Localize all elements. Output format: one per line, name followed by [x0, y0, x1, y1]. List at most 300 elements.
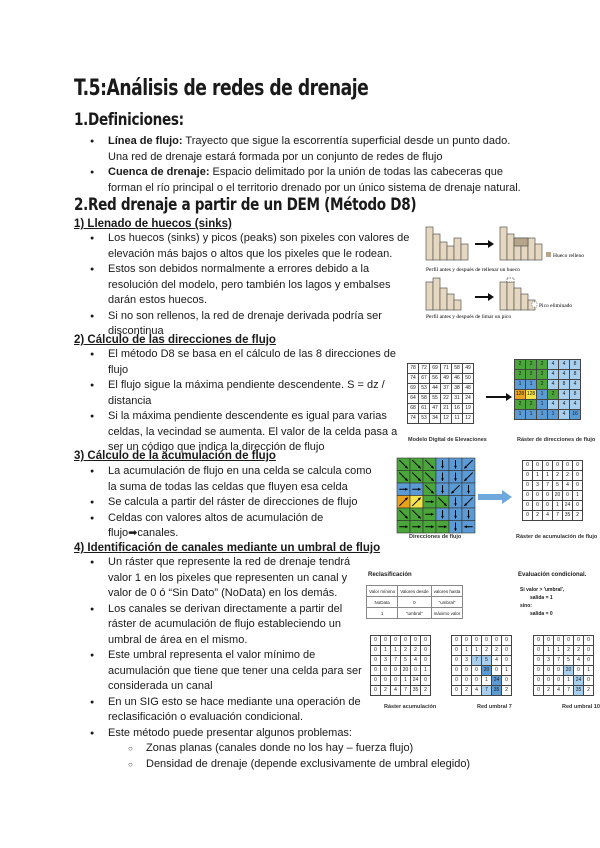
grid-cell: 74 — [408, 414, 419, 424]
grid-cell: 0 — [543, 461, 553, 471]
grid-cell: 37 — [441, 384, 452, 394]
grid-cell: 0 — [391, 636, 401, 646]
sub1-heading: 1) Llenado de huecos (sinks) — [74, 218, 232, 230]
grid-cell: 48 — [463, 384, 474, 394]
grid-cell: 16 — [452, 404, 463, 414]
grid-cell: 0 — [554, 666, 564, 676]
table-cell: Valores desde — [398, 586, 431, 597]
grid-cell: 0 — [482, 636, 492, 646]
list-item: ● Un ráster que represente la red de drenaje tendrá valor 1 en los pixeles que representen un canal y valor de 0 ó “Sin Dato” (NoData) en los demás. — [108, 555, 370, 602]
grid-cell: 68 — [408, 404, 419, 414]
grid-cell: 0 — [371, 636, 381, 646]
profile-after-peak — [500, 278, 535, 310]
table-cell: 1 — [367, 608, 398, 619]
flow-accumulation-grid — [522, 460, 583, 521]
grid-cell: 0 — [563, 461, 573, 471]
caption-flowdir: Direcciones de flujo — [409, 534, 462, 540]
grid-cell: 0 — [573, 481, 583, 491]
grid-cell: 0 — [492, 666, 502, 676]
reclass-table — [366, 585, 463, 619]
sub4-heading: 4) Identificación de canales mediante un umbral de flujo — [74, 542, 381, 554]
grid-cell: 0 — [533, 491, 543, 501]
list-item: ● El flujo sigue la máxima pendiente descendente. S = dz / distancia — [108, 378, 398, 409]
grid-cell: 24 — [463, 394, 474, 404]
grid-cell: 4 — [563, 481, 573, 491]
grid-row — [534, 656, 594, 666]
legend-removed: Pico eliminado — [539, 303, 573, 309]
grid-cell: 7 — [553, 511, 563, 521]
grid-cell: 4 — [411, 656, 421, 666]
grid-row — [408, 374, 474, 384]
grid-cell: 4 — [472, 686, 482, 696]
grid-cell: 2 — [537, 370, 548, 380]
grid-cell: 69 — [430, 364, 441, 374]
grid-cell: 1 — [554, 646, 564, 656]
grid-row — [523, 471, 583, 481]
grid-cell: 0 — [502, 646, 512, 656]
grid-row — [371, 676, 431, 686]
grid-cell: 0 — [584, 676, 594, 686]
grid-cell: 72 — [419, 364, 430, 374]
grid-cell: 1 — [584, 666, 594, 676]
grid-row — [452, 666, 512, 676]
grid-row — [534, 676, 594, 686]
grid-cell: 0 — [523, 511, 533, 521]
table-cell: máximo valor — [431, 608, 463, 619]
grid-cell: 53 — [419, 384, 430, 394]
grid-row — [371, 666, 431, 676]
grid-row — [408, 364, 474, 374]
grid-cell: 2 — [574, 646, 584, 656]
grid-cell: 71 — [441, 364, 452, 374]
grid-cell: 35 — [492, 686, 502, 696]
grid-cell: 7 — [472, 656, 482, 666]
grid-cell: 1 — [401, 676, 411, 686]
grid-cell: 0 — [502, 636, 512, 646]
grid-cell: 1 — [548, 410, 559, 420]
grid-cell: 2 — [502, 686, 512, 696]
grid-cell: 2 — [544, 686, 554, 696]
grid-cell: 58 — [419, 394, 430, 404]
grid-cell: 1 — [526, 380, 537, 390]
grid-cell: 4 — [548, 400, 559, 410]
grid-cell: 2 — [564, 646, 574, 656]
grid-row — [534, 646, 594, 656]
grid-cell: 1 — [533, 471, 543, 481]
grid-cell: 56 — [430, 374, 441, 384]
list-item: ○ Densidad de drenaje (depende exclusivamente de umbral elegido) — [146, 757, 566, 773]
grid-cell: 5 — [401, 656, 411, 666]
grid-cell: 0 — [533, 461, 543, 471]
grid-cell: 3 — [544, 656, 554, 666]
grid-cell: 67 — [419, 374, 430, 384]
grid-row — [523, 511, 583, 521]
grid-cell: 0 — [371, 656, 381, 666]
grid-cell: 0 — [523, 501, 533, 511]
list-item: ● Los canales se derivan directamente a partir del ráster de acumulación de flujo estableciendo un umbral de área en el mismo. — [108, 602, 370, 649]
grid-cell: 7 — [391, 656, 401, 666]
grid-row — [523, 501, 583, 511]
caption-acc: Ráster de acumulación de flujo — [516, 534, 598, 540]
caption-dem: Modelo Digital de Elevaciones — [408, 437, 487, 443]
grid-cell: 0 — [381, 636, 391, 646]
grid-cell: 1 — [573, 491, 583, 501]
grid-cell: 7 — [564, 686, 574, 696]
grid-cell: 2 — [462, 686, 472, 696]
sub2-list — [108, 347, 398, 456]
grid-cell: 2 — [421, 686, 431, 696]
grid-cell: 0 — [554, 676, 564, 686]
table-cell: 0 — [398, 597, 431, 608]
grid-cell: 0 — [421, 646, 431, 656]
flow-arrows-figure — [397, 458, 481, 534]
list-item: ● Si la máxima pendiente descendente es igual para varias celdas, la vecindad se aumenta. El valor de la celda pasa a ser un código que indica la dirección de flujo — [108, 409, 398, 456]
grid-cell: 0 — [371, 686, 381, 696]
grid-cell: 1 — [526, 410, 537, 420]
raster-threshold-7 — [451, 635, 512, 696]
grid-cell: 0 — [533, 501, 543, 511]
grid-cell: 3 — [462, 656, 472, 666]
raster-accumulation — [370, 635, 431, 696]
problems-list — [146, 741, 566, 772]
grid-cell: 4 — [554, 686, 564, 696]
grid-cell: 35 — [563, 511, 573, 521]
grid-row — [371, 656, 431, 666]
grid-cell: 0 — [452, 636, 462, 646]
grid-row — [523, 461, 583, 471]
profile-before-fill — [426, 227, 468, 260]
profile-after-fill — [500, 227, 542, 260]
cond-title: Evaluación condicional. — [518, 572, 587, 578]
grid-row — [408, 394, 474, 404]
grid-cell: 0 — [564, 636, 574, 646]
grid-cell: 20 — [401, 666, 411, 676]
grid-row — [515, 410, 581, 420]
legend-filled: Hueco relleno — [553, 253, 584, 259]
arrow-icon — [475, 240, 494, 248]
grid-cell: 0 — [452, 676, 462, 686]
grid-cell: 47 — [430, 404, 441, 414]
grid-cell: 5 — [482, 656, 492, 666]
grid-cell: 24 — [411, 676, 421, 686]
list-item: ○ Zonas planas (canales donde no los hay – fuerza flujo) — [146, 741, 566, 757]
grid-cell: 0 — [411, 666, 421, 676]
grid-cell: 12 — [463, 414, 474, 424]
list-item: ● Este método puede presentar algunos problemas: — [108, 726, 528, 742]
list-item: ● La acumulación de flujo en una celda se calcula como la suma de todas las celdas que fluyen esa celda — [108, 464, 383, 495]
grid-cell: 2 — [537, 360, 548, 370]
legend-swatch — [532, 302, 537, 307]
grid-cell: 0 — [554, 636, 564, 646]
grid-cell: 35 — [574, 686, 584, 696]
grid-row — [371, 646, 431, 656]
list-item: ● Celdas con valores altos de acumulación de flujo➡canales. — [108, 511, 383, 542]
caption-raster-acc: Ráster acumulación — [384, 704, 437, 710]
grid-cell: 2 — [401, 646, 411, 656]
grid-row — [452, 656, 512, 666]
grid-cell: 0 — [573, 461, 583, 471]
list-item: ● Si no son rellenos, la red de drenaje derivada podría ser discontinua — [108, 309, 413, 340]
grid-cell: 7 — [554, 656, 564, 666]
grid-cell: 0 — [573, 471, 583, 481]
grid-cell: 24 — [563, 501, 573, 511]
grid-cell: 8 — [559, 380, 570, 390]
grid-cell: 1 — [564, 676, 574, 686]
grid-cell: 0 — [534, 676, 544, 686]
grid-cell: 5 — [553, 481, 563, 491]
grid-row — [515, 400, 581, 410]
grid-cell: 8 — [570, 390, 581, 400]
cond-text: Si valor > 'umbral', salida = 1 sino: salida = 0 — [520, 587, 565, 617]
grid-cell: 0 — [534, 636, 544, 646]
sub2-heading: 2) Cálculo de las direcciones de flujo — [74, 334, 276, 346]
grid-cell: 128 — [515, 390, 526, 400]
grid-cell: 0 — [534, 656, 544, 666]
grid-cell: 16 — [570, 410, 581, 420]
grid-cell: 0 — [391, 676, 401, 686]
grid-row — [408, 414, 474, 424]
grid-cell: 0 — [381, 666, 391, 676]
arrow-icon — [475, 293, 494, 301]
table-cell: valores hasta — [431, 586, 463, 597]
grid-row — [515, 360, 581, 370]
grid-cell: 0 — [523, 471, 533, 481]
grid-cell: 2 — [553, 471, 563, 481]
grid-cell: 58 — [452, 364, 463, 374]
grid-cell: 7 — [482, 686, 492, 696]
grid-cell: 0 — [492, 636, 502, 646]
grid-cell: 0 — [523, 481, 533, 491]
grid-cell: 34 — [430, 414, 441, 424]
grid-cell: 128 — [526, 390, 537, 400]
list-item: ● Estos son debidos normalmente a errores debido a la resolución del modelo, pero también los lagos y embalses darán estos huecos. — [108, 262, 413, 309]
grid-cell: 0 — [523, 461, 533, 471]
grid-cell: 12 — [441, 414, 452, 424]
grid-cell: 1 — [421, 666, 431, 676]
grid-cell: 31 — [452, 394, 463, 404]
grid-cell: 0 — [452, 646, 462, 656]
grid-cell: 0 — [544, 666, 554, 676]
grid-cell: 1 — [462, 646, 472, 656]
grid-cell: 0 — [543, 501, 553, 511]
reclass-title: Reclasificación — [368, 572, 412, 578]
caption-raster-10: Red umbral 10 — [562, 704, 600, 710]
grid-cell: 3 — [533, 481, 543, 491]
grid-cell: 2 — [584, 686, 594, 696]
grid-cell: 1 — [537, 390, 548, 400]
grid-cell: 1 — [472, 646, 482, 656]
grid-cell: 1 — [391, 646, 401, 656]
grid-cell: 64 — [408, 394, 419, 404]
grid-cell: 1 — [543, 471, 553, 481]
grid-cell: 1 — [537, 400, 548, 410]
grid-cell: 0 — [543, 491, 553, 501]
grid-row — [515, 390, 581, 400]
grid-cell: 3 — [381, 656, 391, 666]
grid-row — [515, 370, 581, 380]
sub1-list — [108, 231, 413, 340]
grid-cell: 78 — [408, 364, 419, 374]
list-item: ● Este umbral representa el valor mínimo de acumulación que tiene que tener una celda para ser considerada un canal — [108, 648, 370, 695]
list-item: ● Cuenca de drenaje: Espacio delimitado por la unión de todas las cabeceras que forman el río principal o el territorio drenado por un único sistema de drenaje natural. — [108, 165, 528, 196]
list-item: ● Se calcula a partir del ráster de direcciones de flujo — [108, 495, 383, 511]
grid-cell: 50 — [463, 374, 474, 384]
sub4-list — [108, 555, 370, 741]
list-item: ● En un SIG esto se hace mediante una operación de reclasificación o evaluación condicional. — [108, 695, 370, 726]
grid-cell: 2 — [526, 400, 537, 410]
grid-cell: 4 — [559, 370, 570, 380]
grid-cell: 53 — [419, 414, 430, 424]
grid-cell: 0 — [421, 656, 431, 666]
grid-cell: 4 — [559, 410, 570, 420]
grid-cell: 0 — [553, 461, 563, 471]
list-item: ● Línea de flujo: Trayecto que sigue la escorrentía superficial desde un punto dado. Una red de drenaje estará formada por un conjunto de redes de flujo — [108, 134, 528, 165]
caption-peak: Perfil antes y después de limar un pico — [426, 314, 512, 320]
grid-cell: 0 — [462, 636, 472, 646]
grid-cell: 4 — [559, 360, 570, 370]
grid-cell: 0 — [421, 676, 431, 686]
grid-cell: 0 — [573, 501, 583, 511]
grid-cell: 61 — [419, 404, 430, 414]
sub3-heading: 3) Cálculo de la acumulación de flujo — [74, 450, 276, 462]
dem-grid — [407, 363, 474, 424]
grid-cell: 19 — [463, 404, 474, 414]
grid-cell: 49 — [441, 374, 452, 384]
caption-dir: Ráster de direcciones de flujo — [517, 437, 596, 443]
grid-cell: 2 — [515, 370, 526, 380]
grid-row — [371, 636, 431, 646]
grid-cell: 4 — [559, 400, 570, 410]
grid-cell: 0 — [534, 686, 544, 696]
grid-cell: 4 — [548, 380, 559, 390]
grid-cell: 0 — [462, 676, 472, 686]
sinks-figure — [420, 222, 584, 322]
grid-cell: 20 — [482, 666, 492, 676]
grid-cell: 2 — [526, 360, 537, 370]
grid-cell: 4 — [543, 511, 553, 521]
grid-row — [523, 481, 583, 491]
grid-cell: 0 — [452, 656, 462, 666]
grid-row — [523, 491, 583, 501]
grid-cell: 46 — [452, 374, 463, 384]
grid-cell: 2 — [533, 511, 543, 521]
grid-cell: 0 — [544, 676, 554, 686]
flow-direction-grid — [514, 359, 581, 420]
grid-row — [534, 686, 594, 696]
definitions-heading: 1.Definiciones: — [74, 110, 184, 130]
grid-cell: 8 — [570, 360, 581, 370]
grid-cell: 0 — [452, 686, 462, 696]
grid-row — [452, 646, 512, 656]
list-item: ● El método D8 se basa en el cálculo de las 8 direcciones de flujo — [108, 347, 398, 378]
grid-cell: 4 — [570, 380, 581, 390]
grid-cell: 0 — [371, 676, 381, 686]
grid-cell: 1 — [515, 380, 526, 390]
grid-cell: 0 — [584, 646, 594, 656]
grid-cell: 0 — [502, 656, 512, 666]
grid-cell: 20 — [564, 666, 574, 676]
grid-cell: 2 — [381, 686, 391, 696]
grid-cell: 0 — [584, 656, 594, 666]
grid-cell: 24 — [574, 676, 584, 686]
grid-cell: 7 — [401, 686, 411, 696]
grid-cell: 0 — [523, 491, 533, 501]
grid-cell: 21 — [441, 404, 452, 414]
grid-cell: 0 — [401, 636, 411, 646]
table-cell: Valor mínimo — [367, 586, 398, 597]
grid-cell: 4 — [391, 686, 401, 696]
grid-cell: 44 — [430, 384, 441, 394]
grid-cell: 0 — [544, 636, 554, 646]
sub3-list — [108, 464, 383, 542]
grid-cell: 2 — [515, 360, 526, 370]
table-cell: "umbral" — [431, 597, 463, 608]
grid-row — [452, 686, 512, 696]
page-title: T.5:Análisis de redes de drenaje — [74, 76, 369, 101]
grid-row — [534, 636, 594, 646]
grid-cell: 35 — [411, 686, 421, 696]
table-cell: NoData — [367, 597, 398, 608]
table-cell: "umbral" — [398, 608, 431, 619]
grid-cell: 0 — [574, 636, 584, 646]
arrow-icon — [476, 489, 516, 505]
grid-cell: 1 — [544, 646, 554, 656]
grid-cell: 2 — [548, 390, 559, 400]
grid-cell: 0 — [371, 666, 381, 676]
grid-cell: 0 — [574, 666, 584, 676]
grid-row — [452, 636, 512, 646]
grid-cell: 38 — [452, 384, 463, 394]
grid-cell: 2 — [573, 511, 583, 521]
grid-cell: 0 — [472, 636, 482, 646]
arrow-icon — [484, 390, 514, 404]
grid-cell: 0 — [563, 491, 573, 501]
profile-before-peak — [426, 278, 461, 310]
grid-cell: 8 — [570, 370, 581, 380]
grid-cell: 5 — [564, 656, 574, 666]
grid-cell: 2 — [482, 646, 492, 656]
caption-raster-7: Red umbral 7 — [477, 704, 512, 710]
grid-cell: 2 — [563, 471, 573, 481]
grid-row — [452, 676, 512, 686]
grid-cell: 2 — [411, 646, 421, 656]
grid-cell: 1 — [502, 666, 512, 676]
grid-cell: 2 — [515, 400, 526, 410]
grid-cell: 0 — [534, 666, 544, 676]
grid-cell: 4 — [570, 400, 581, 410]
legend-swatch — [546, 252, 551, 257]
grid-row — [371, 686, 431, 696]
grid-cell: 24 — [492, 676, 502, 686]
grid-cell: 0 — [411, 636, 421, 646]
section2-heading: 2.Red drenaje a partir de un DEM (Método D8) — [74, 195, 417, 215]
grid-cell: 2 — [492, 646, 502, 656]
list-item: ● Los huecos (sinks) y picos (peaks) son pixeles con valores de elevación más bajos o altos que los pixeles que le rodean. — [108, 231, 413, 262]
grid-cell: 55 — [430, 394, 441, 404]
caption-fill: Perfil antes y después de rellenar un hueco — [426, 267, 520, 273]
grid-cell: 4 — [548, 370, 559, 380]
grid-cell: 1 — [537, 410, 548, 420]
grid-row — [408, 384, 474, 394]
grid-cell: 0 — [381, 676, 391, 686]
grid-cell: 0 — [584, 636, 594, 646]
grid-cell: 4 — [492, 656, 502, 666]
grid-row — [534, 666, 594, 676]
grid-cell: 1 — [515, 410, 526, 420]
grid-cell: 20 — [553, 491, 563, 501]
grid-cell: 4 — [548, 360, 559, 370]
grid-cell: 4 — [574, 656, 584, 666]
